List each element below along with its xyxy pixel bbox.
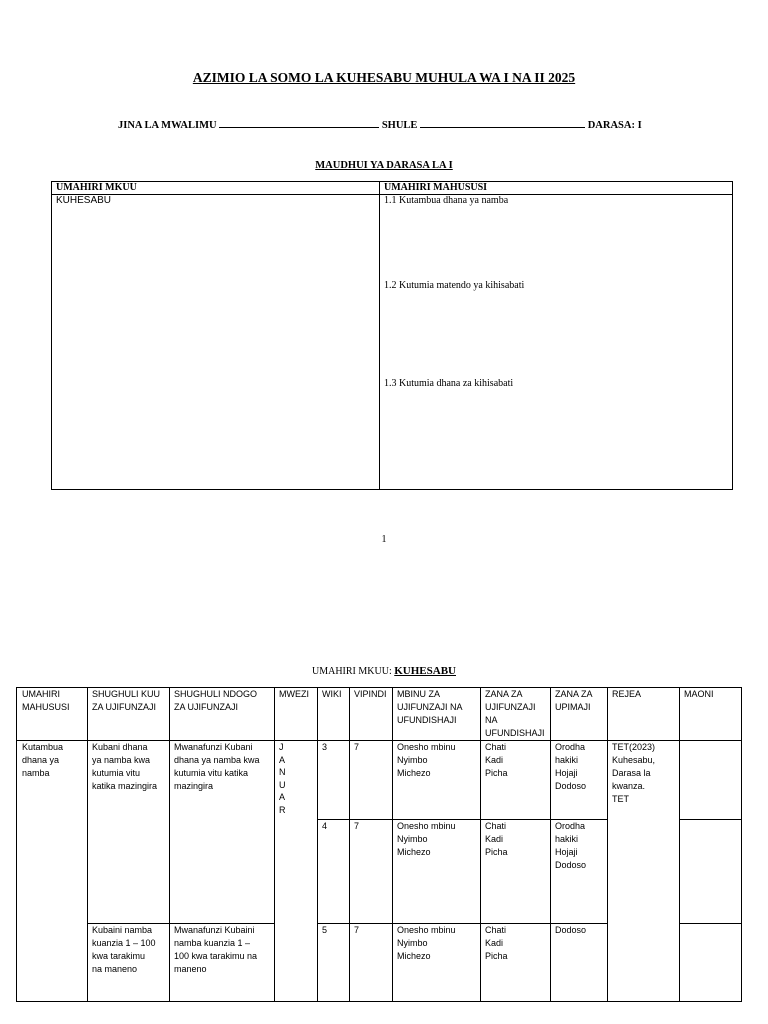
- content-table: [51, 181, 733, 490]
- school-label: SHULE: [381, 120, 418, 131]
- reference-cell: TET(2023) Kuhesabu, Darasa la kwanza. TET: [612, 742, 656, 804]
- teacher-info-line: [118, 118, 642, 131]
- month-letter: A: [279, 754, 286, 765]
- main-activity-cell: Kubaini namba kuanzia 1 – 100 kwa tarakimu na maneno: [92, 925, 156, 974]
- week-cell: 4: [322, 821, 328, 831]
- teacher-name-label: JINA LA MWALIMU: [118, 120, 217, 131]
- header-week: WIKI: [322, 689, 342, 699]
- scheme-heading-subject: KUHESABU: [394, 665, 456, 677]
- month-letter: R: [279, 804, 286, 815]
- scheme-table: [16, 687, 742, 1002]
- header-assessment-tools: ZANA ZA UPIMAJI: [555, 689, 593, 712]
- materials-cell: Chati Kadi Picha: [485, 821, 508, 857]
- main-competence-value: KUHESABU: [56, 195, 112, 206]
- column-divider: [480, 688, 481, 1001]
- column-divider: [679, 688, 680, 1001]
- specific-competence-3: 1.3 Kutumia dhana za kihisabati: [384, 378, 514, 389]
- column-divider: [317, 688, 318, 1001]
- week-cell: 3: [322, 742, 328, 752]
- header-remarks: MAONI: [684, 689, 714, 699]
- school-name-blank: [420, 118, 585, 128]
- header-month: MWEZI: [279, 689, 309, 699]
- scheme-heading-label: UMAHIRI MKUU:: [312, 666, 395, 677]
- column-divider: [349, 688, 350, 1001]
- methods-cell: Onesho mbinu Nyimbo Michezo: [397, 742, 456, 778]
- header-main-activities: SHUGHULI KUU ZA UJIFUNZAJI: [92, 689, 161, 712]
- periods-cell: 7: [354, 925, 360, 935]
- assessment-cell: Orodha hakiki Hojaji Dodoso: [555, 742, 587, 791]
- column-divider: [550, 688, 551, 1001]
- column-divider: [169, 688, 170, 1001]
- column-divider: [87, 688, 88, 1001]
- row-divider: [679, 819, 741, 820]
- header-teaching-materials: ZANA ZA UJIFUNZAJI NA UFUNDISHAJI: [485, 689, 545, 738]
- header-specific-competence: UMAHIRI MAHUSUSI: [22, 689, 70, 712]
- month-letter: U: [279, 779, 286, 790]
- teacher-name-blank: [219, 118, 379, 128]
- month-cell: [279, 741, 286, 816]
- header-specific-competence: UMAHIRI MAHUSUSI: [384, 182, 488, 193]
- month-letter: N: [279, 767, 286, 777]
- specific-competence-1: 1.1 Kutambua dhana ya namba: [384, 195, 509, 206]
- class-label: DARASA: I: [587, 120, 642, 131]
- month-letter: J: [279, 742, 284, 752]
- assessment-cell: Dodoso: [555, 925, 587, 935]
- specific-competence-2: 1.2 Kutumia matendo ya kihisabati: [384, 280, 525, 291]
- methods-cell: Onesho mbinu Nyimbo Michezo: [397, 821, 456, 857]
- column-divider: [392, 688, 393, 1001]
- column-divider: [274, 688, 275, 1001]
- materials-cell: Chati Kadi Picha: [485, 742, 508, 778]
- periods-cell: 7: [354, 821, 360, 831]
- page-number: 1: [381, 534, 387, 545]
- header-methods: MBINU ZA UJIFUNZAJI NA UFUNDISHAJI: [397, 689, 463, 725]
- document-title: AZIMIO LA SOMO LA KUHESABU MUHULA WA I NA II 2025: [192, 70, 576, 85]
- header-sub-activities: SHUGHULI NDOGO ZA UJIFUNZAJI: [174, 689, 258, 712]
- materials-cell: Chati Kadi Picha: [485, 925, 508, 961]
- month-letter: A: [279, 792, 286, 802]
- sub-activity-cell: Mwanafunzi Kubaini namba kuanzia 1 – 100 kwa tarakimu na maneno: [174, 925, 258, 974]
- week-cell: 5: [322, 925, 328, 935]
- row-divider: [679, 923, 741, 924]
- header-main-competence: UMAHIRI MKUU: [56, 182, 137, 193]
- header-periods: VIPINDI: [354, 689, 387, 699]
- content-table-divider: [379, 182, 380, 489]
- periods-cell: 7: [354, 742, 360, 752]
- methods-cell: Onesho mbinu Nyimbo Michezo: [397, 925, 456, 961]
- sub-activity-cell: Mwanafunzi Kubani dhana ya namba kwa kutumia vitu katika mazingira: [174, 742, 260, 791]
- specific-competence-cell: Kutambua dhana ya namba: [22, 742, 64, 778]
- scheme-heading: [0, 665, 768, 677]
- main-activity-cell: Kubani dhana ya namba kwa kutumia vitu katika mazingira: [92, 742, 158, 791]
- column-divider: [607, 688, 608, 1001]
- assessment-cell: Orodha hakiki Hojaji Dodoso: [555, 821, 587, 870]
- content-section-title: MAUDHUI YA DARASA LA I: [315, 160, 453, 171]
- header-reference: REJEA: [612, 689, 642, 699]
